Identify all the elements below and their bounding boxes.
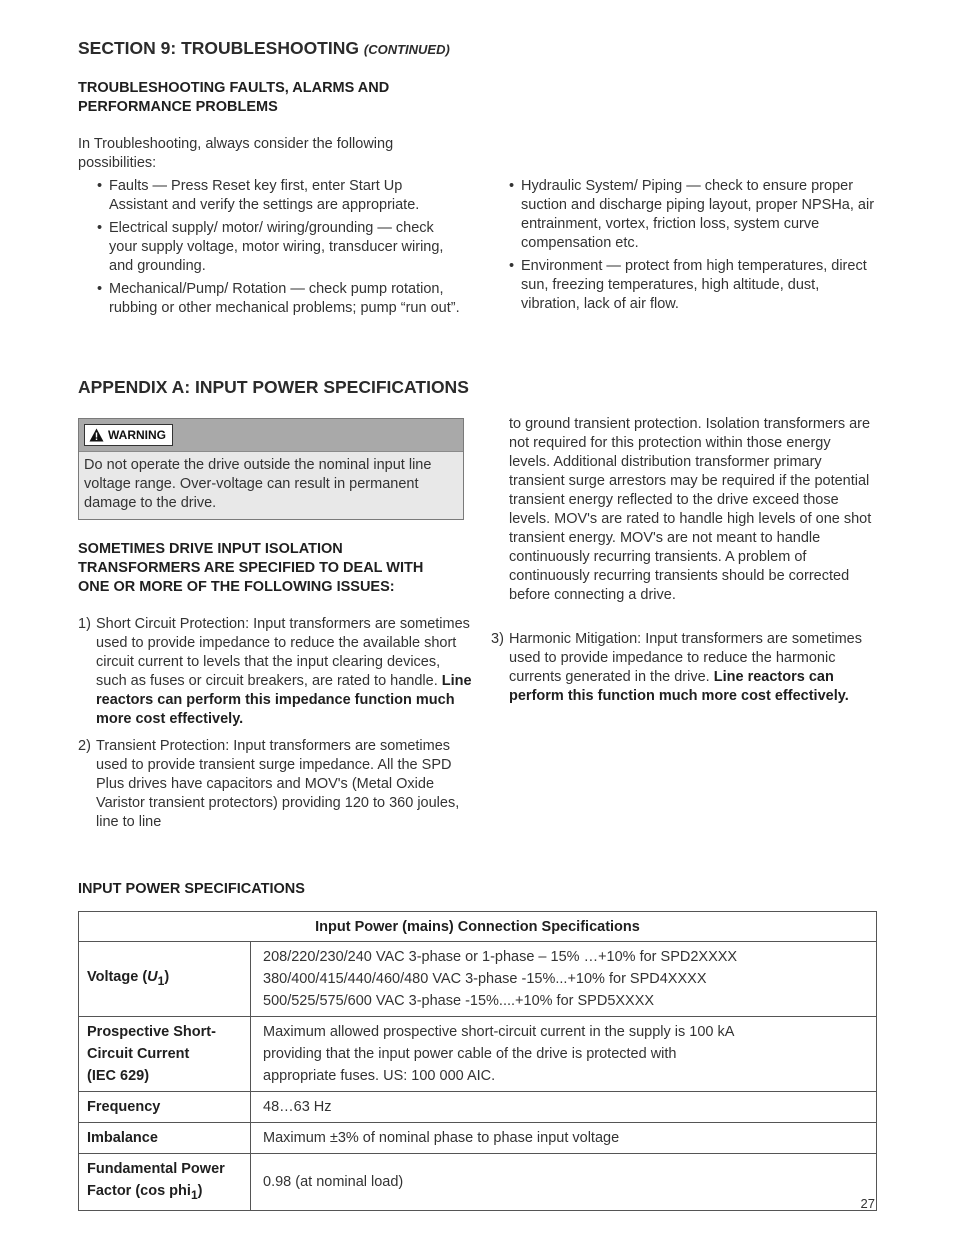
bullet-icon: •	[97, 178, 103, 194]
left-bullet-list	[78, 177, 464, 322]
list-item	[490, 177, 880, 253]
value-line: 380/400/415/440/460/480 VAC 3-phase -15%...+10% for SPD4XXXX	[263, 971, 707, 987]
item-bold-text: Line reactors can perform this function much more cost effectively.	[509, 669, 849, 704]
page-number: 27	[860, 1196, 875, 1211]
item-text: Input transformers are sometimes used to provide transient surge impedance. All the SPD Plus drives have capacitors and MOV's (Metal Oxide Varistor transient protectors) providing 120 to 360 joules, line to line	[96, 738, 460, 830]
label-line	[87, 1180, 242, 1206]
warning-label	[84, 424, 173, 446]
label-sub: 1	[190, 1187, 198, 1202]
label-var: U	[147, 969, 158, 986]
table-row	[79, 1123, 877, 1154]
value-line: providing that the input power cable of the drive is protected with	[263, 1046, 677, 1062]
item-label: Harmonic Mitigation:	[509, 631, 642, 647]
row-label-voltage	[79, 942, 251, 1017]
table-header-row	[79, 912, 877, 942]
issues-list-left	[78, 615, 472, 840]
item-label: Short Circuit Protection:	[96, 616, 250, 632]
label-line: Fundamental Power	[87, 1161, 225, 1177]
item-text: Input transformers are sometimes used to provide impedance to reduce the harmonic currents generated in the drive.	[509, 631, 862, 685]
item-number: 1)	[78, 616, 91, 632]
heading-line: ONE OR MORE OF THE FOLLOWING ISSUES:	[78, 579, 395, 595]
row-label-frequency: Frequency	[79, 1092, 251, 1123]
section-title-text: SECTION 9: TROUBLESHOOTING	[78, 38, 359, 58]
heading-line: TROUBLESHOOTING FAULTS, ALARMS AND	[78, 80, 390, 96]
table-row	[79, 1017, 877, 1092]
right-bullet-list	[490, 177, 880, 318]
table-row	[79, 1154, 877, 1211]
list-item	[78, 737, 472, 832]
warning-header	[79, 419, 463, 452]
input-power-table	[78, 911, 877, 1211]
row-label-power-factor	[79, 1154, 251, 1211]
list-item-text: Environment — protect from high temperatures, direct sun, freezing temperatures, high altitude, dust, vibration, lack of air flow.	[521, 258, 867, 312]
warning-box	[78, 418, 464, 520]
bullet-icon: •	[97, 281, 103, 297]
bullet-icon: •	[509, 258, 515, 274]
issues-list-right	[491, 630, 876, 714]
heading-line: TRANSFORMERS ARE SPECIFIED TO DEAL WITH	[78, 560, 424, 576]
list-item	[78, 280, 464, 318]
warning-triangle-icon	[89, 428, 104, 442]
list-item	[491, 630, 876, 706]
row-value-imbalance: Maximum ±3% of nominal phase to phase input voltage	[251, 1123, 877, 1154]
list-item-text: Mechanical/Pump/ Rotation — check pump rotation, rubbing or other mechanical problems; pump “run out”.	[109, 281, 460, 316]
item-bold-text: Line reactors can perform this impedance function much more cost effectively.	[96, 673, 472, 727]
item-number: 3)	[491, 631, 504, 647]
warning-label-text: WARNING	[108, 428, 166, 442]
list-item	[78, 219, 464, 276]
row-label-imbalance: Imbalance	[79, 1123, 251, 1154]
label-line: (IEC 629)	[87, 1068, 150, 1084]
appendix-title: APPENDIX A: INPUT POWER SPECIFICATIONS	[78, 377, 469, 397]
input-power-heading: INPUT POWER SPECIFICATIONS	[78, 881, 305, 897]
row-value-frequency: 48…63 Hz	[251, 1092, 877, 1123]
list-item-text: Hydraulic System/ Piping — check to ensure proper suction and discharge piping layout, proper NPSHa, air entrainment, vortex, friction loss, system curve compensation etc.	[521, 178, 875, 251]
table-row	[79, 942, 877, 1017]
value-line: Maximum allowed prospective short-circuit current in the supply is 100 kA	[263, 1024, 735, 1040]
label-line: Prospective Short-	[87, 1024, 216, 1040]
item-text: Input transformers are sometimes used to provide impedance to reduce the available short circuit current to levels that the input clearing devices, such as fuses or circuit breakers, are rated to handle.	[96, 616, 470, 689]
bullet-icon: •	[509, 178, 515, 194]
row-value-voltage	[251, 942, 877, 1017]
table-row	[79, 1092, 877, 1123]
label-end: )	[197, 1183, 203, 1199]
label-end: )	[164, 969, 170, 986]
troubleshooting-intro: In Troubleshooting, always consider the following possibilities:	[78, 136, 394, 171]
isolation-heading	[78, 540, 423, 597]
row-value-short-circuit	[251, 1017, 877, 1092]
section-title	[78, 38, 450, 59]
section-continued: (CONTINUED)	[363, 42, 450, 57]
table-title: Input Power (mains) Connection Specifications	[79, 912, 877, 942]
transient-continuation: to ground transient protection. Isolation transformers are not required for this protection within those energy levels. Additional distribution transformer primary transient surge arrestors may be required if the potential transient energy reflected to the drive exceed those levels. MOV's are rated to handle high levels of one shot transient energy. MOV's are not meant to handle continuously recurring transients. A problem of continuously recurring transients should be corrected before connecting a drive.	[509, 416, 872, 603]
value-line: appropriate fuses. US: 100 000 AIC.	[263, 1068, 496, 1084]
list-item-text: Faults — Press Reset key first, enter Start Up Assistant and verify the settings are appropriate.	[109, 178, 420, 213]
label-sub: 1	[157, 973, 165, 988]
warning-text: Do not operate the drive outside the nominal input line voltage range. Over-voltage can result in permanent damage to the drive.	[84, 457, 432, 511]
value-line: 208/220/230/240 VAC 3-phase or 1-phase – 15% …+10% for SPD2XXXX	[263, 949, 738, 965]
list-item-text: Electrical supply/ motor/ wiring/grounding — check your supply voltage, motor wiring, transducer wiring, and grounding.	[109, 220, 444, 274]
row-label-short-circuit	[79, 1017, 251, 1092]
value-line: 500/525/575/600 VAC 3-phase -15%....+10% for SPD5XXXX	[263, 993, 655, 1009]
bullet-icon: •	[97, 220, 103, 236]
label-text: Factor (cos phi	[87, 1183, 191, 1199]
list-item	[490, 257, 880, 314]
item-number: 2)	[78, 738, 91, 754]
list-item	[78, 615, 472, 729]
list-item	[78, 177, 464, 215]
heading-line: PERFORMANCE PROBLEMS	[78, 99, 278, 115]
row-value-power-factor: 0.98 (at nominal load)	[251, 1154, 877, 1211]
label-line: Circuit Current	[87, 1046, 190, 1062]
troubleshooting-heading	[78, 79, 389, 117]
heading-line: SOMETIMES DRIVE INPUT ISOLATION	[78, 541, 343, 557]
label-text: Voltage (	[87, 969, 148, 986]
item-label: Transient Protection:	[96, 738, 230, 754]
